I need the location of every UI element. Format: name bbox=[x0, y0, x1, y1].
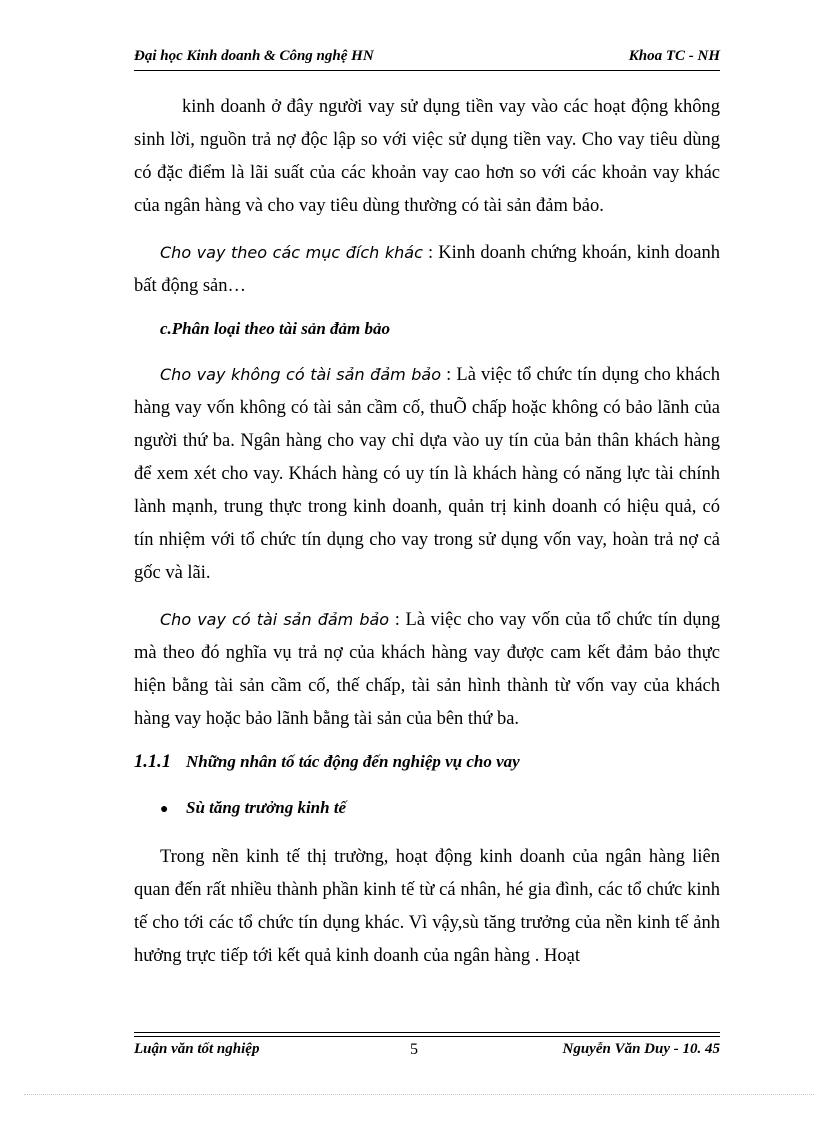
paragraph-text-other-purposes: : Kinh doanh chứng khoán, kinh doanh bất động sản… bbox=[134, 243, 721, 296]
header-university: Đại học Kinh doanh & Công nghệ HN bbox=[134, 48, 374, 64]
section-number: 1.1.1 bbox=[134, 752, 171, 772]
footer-rule-top bbox=[134, 1032, 720, 1033]
footer-thesis-label: Luận văn tốt nghiệp bbox=[134, 1041, 260, 1057]
paragraph-market-economy: Trong nền kinh tế thị trường, hoạt động kinh doanh của ngân hàng liên quan đến rất nhiều thành phần kinh tế từ cá nhân, hé gia đình, các tổ chức kinh tế cho tới các tổ chức tín dụng khác. Vì vậy,sù tăng trưởng của nền kinh tế ảnh hưởng trực tiếp tới kết quả kinh doanh của ngân hàng . Hoạt bbox=[134, 847, 720, 966]
paragraph-lead-unsecured: Cho vay không có tài sản đảm bảo bbox=[160, 365, 442, 384]
paragraph-unsecured-loans bbox=[134, 358, 720, 590]
paragraph-text-unsecured: : Là việc tổ chức tín dụng cho khách hàng vay vốn không có tài sản cầm cố, thuÕ chấp hoặc không có bảo lãnh của người thứ ba. Ngân hàng cho vay chỉ dựa vào uy tín của bản thân khách hàng để xem xét cho vay. Khách hàng có uy tín là khách hàng có năng lực tài chính lành mạnh, trung thực trong kinh doanh, quản trị kinh doanh có hiệu quả, có tín nhiệm với tổ chức tín dụng cho vay trong sử dụng vốn vay, hoàn trả nợ cả gốc và lãi. bbox=[134, 365, 721, 583]
paragraph-text-secured: : Là việc cho vay vốn của tổ chức tín dụng mà theo đó nghĩa vụ trả nợ của khách hàng vay được cam kết đảm bảo thực hiện bằng tài sản cầm cố, thế chấp, tài sản hình thành từ vốn vay của khách hàng vay hoặc bảo lãnh bằng tài sản của bên thứ ba. bbox=[134, 610, 721, 729]
paragraph-lead-other-purposes: Cho vay theo các mục đích khác bbox=[160, 243, 423, 262]
paragraph-consumer-loans: kinh doanh ở đây người vay sử dụng tiền vay vào các hoạt động không sinh lời, nguồn trả nợ độc lập so với việc sử dụng tiền vay. Cho vay tiêu dùng có đặc điểm là lãi suất của các khoản vay cao hơn so với các khoản vay khác của ngân hàng và cho vay tiêu dùng thường có tài sản đảm bảo. bbox=[134, 97, 720, 216]
header-faculty: Khoa TC - NH bbox=[628, 48, 720, 64]
page-header bbox=[134, 48, 720, 68]
section-heading bbox=[134, 749, 720, 775]
paragraph-secured-loans bbox=[134, 603, 720, 736]
page-boundary-dotted-line bbox=[24, 1094, 814, 1095]
bullet-item-economic-growth bbox=[160, 795, 720, 823]
header-rule bbox=[134, 70, 720, 71]
page-body bbox=[134, 91, 720, 986]
section-title: Những nhân tố tác động đến nghiệp vụ cho vay bbox=[186, 752, 520, 771]
footer-author: Nguyễn Văn Duy - 10. 45 bbox=[562, 1041, 720, 1057]
bullet-title: Sù tăng trưởng kinh tế bbox=[186, 798, 347, 817]
paragraph-other-purposes bbox=[134, 236, 720, 303]
footer-rule-bottom bbox=[134, 1036, 720, 1037]
page-number: 5 bbox=[410, 1041, 418, 1058]
bullet-icon: ● bbox=[160, 802, 169, 817]
heading-collateral-classification: c.Phân loại theo tài sản đảm bảo bbox=[160, 319, 390, 338]
paragraph-lead-secured: Cho vay có tài sản đảm bảo bbox=[160, 610, 390, 629]
page-footer bbox=[134, 1041, 720, 1061]
